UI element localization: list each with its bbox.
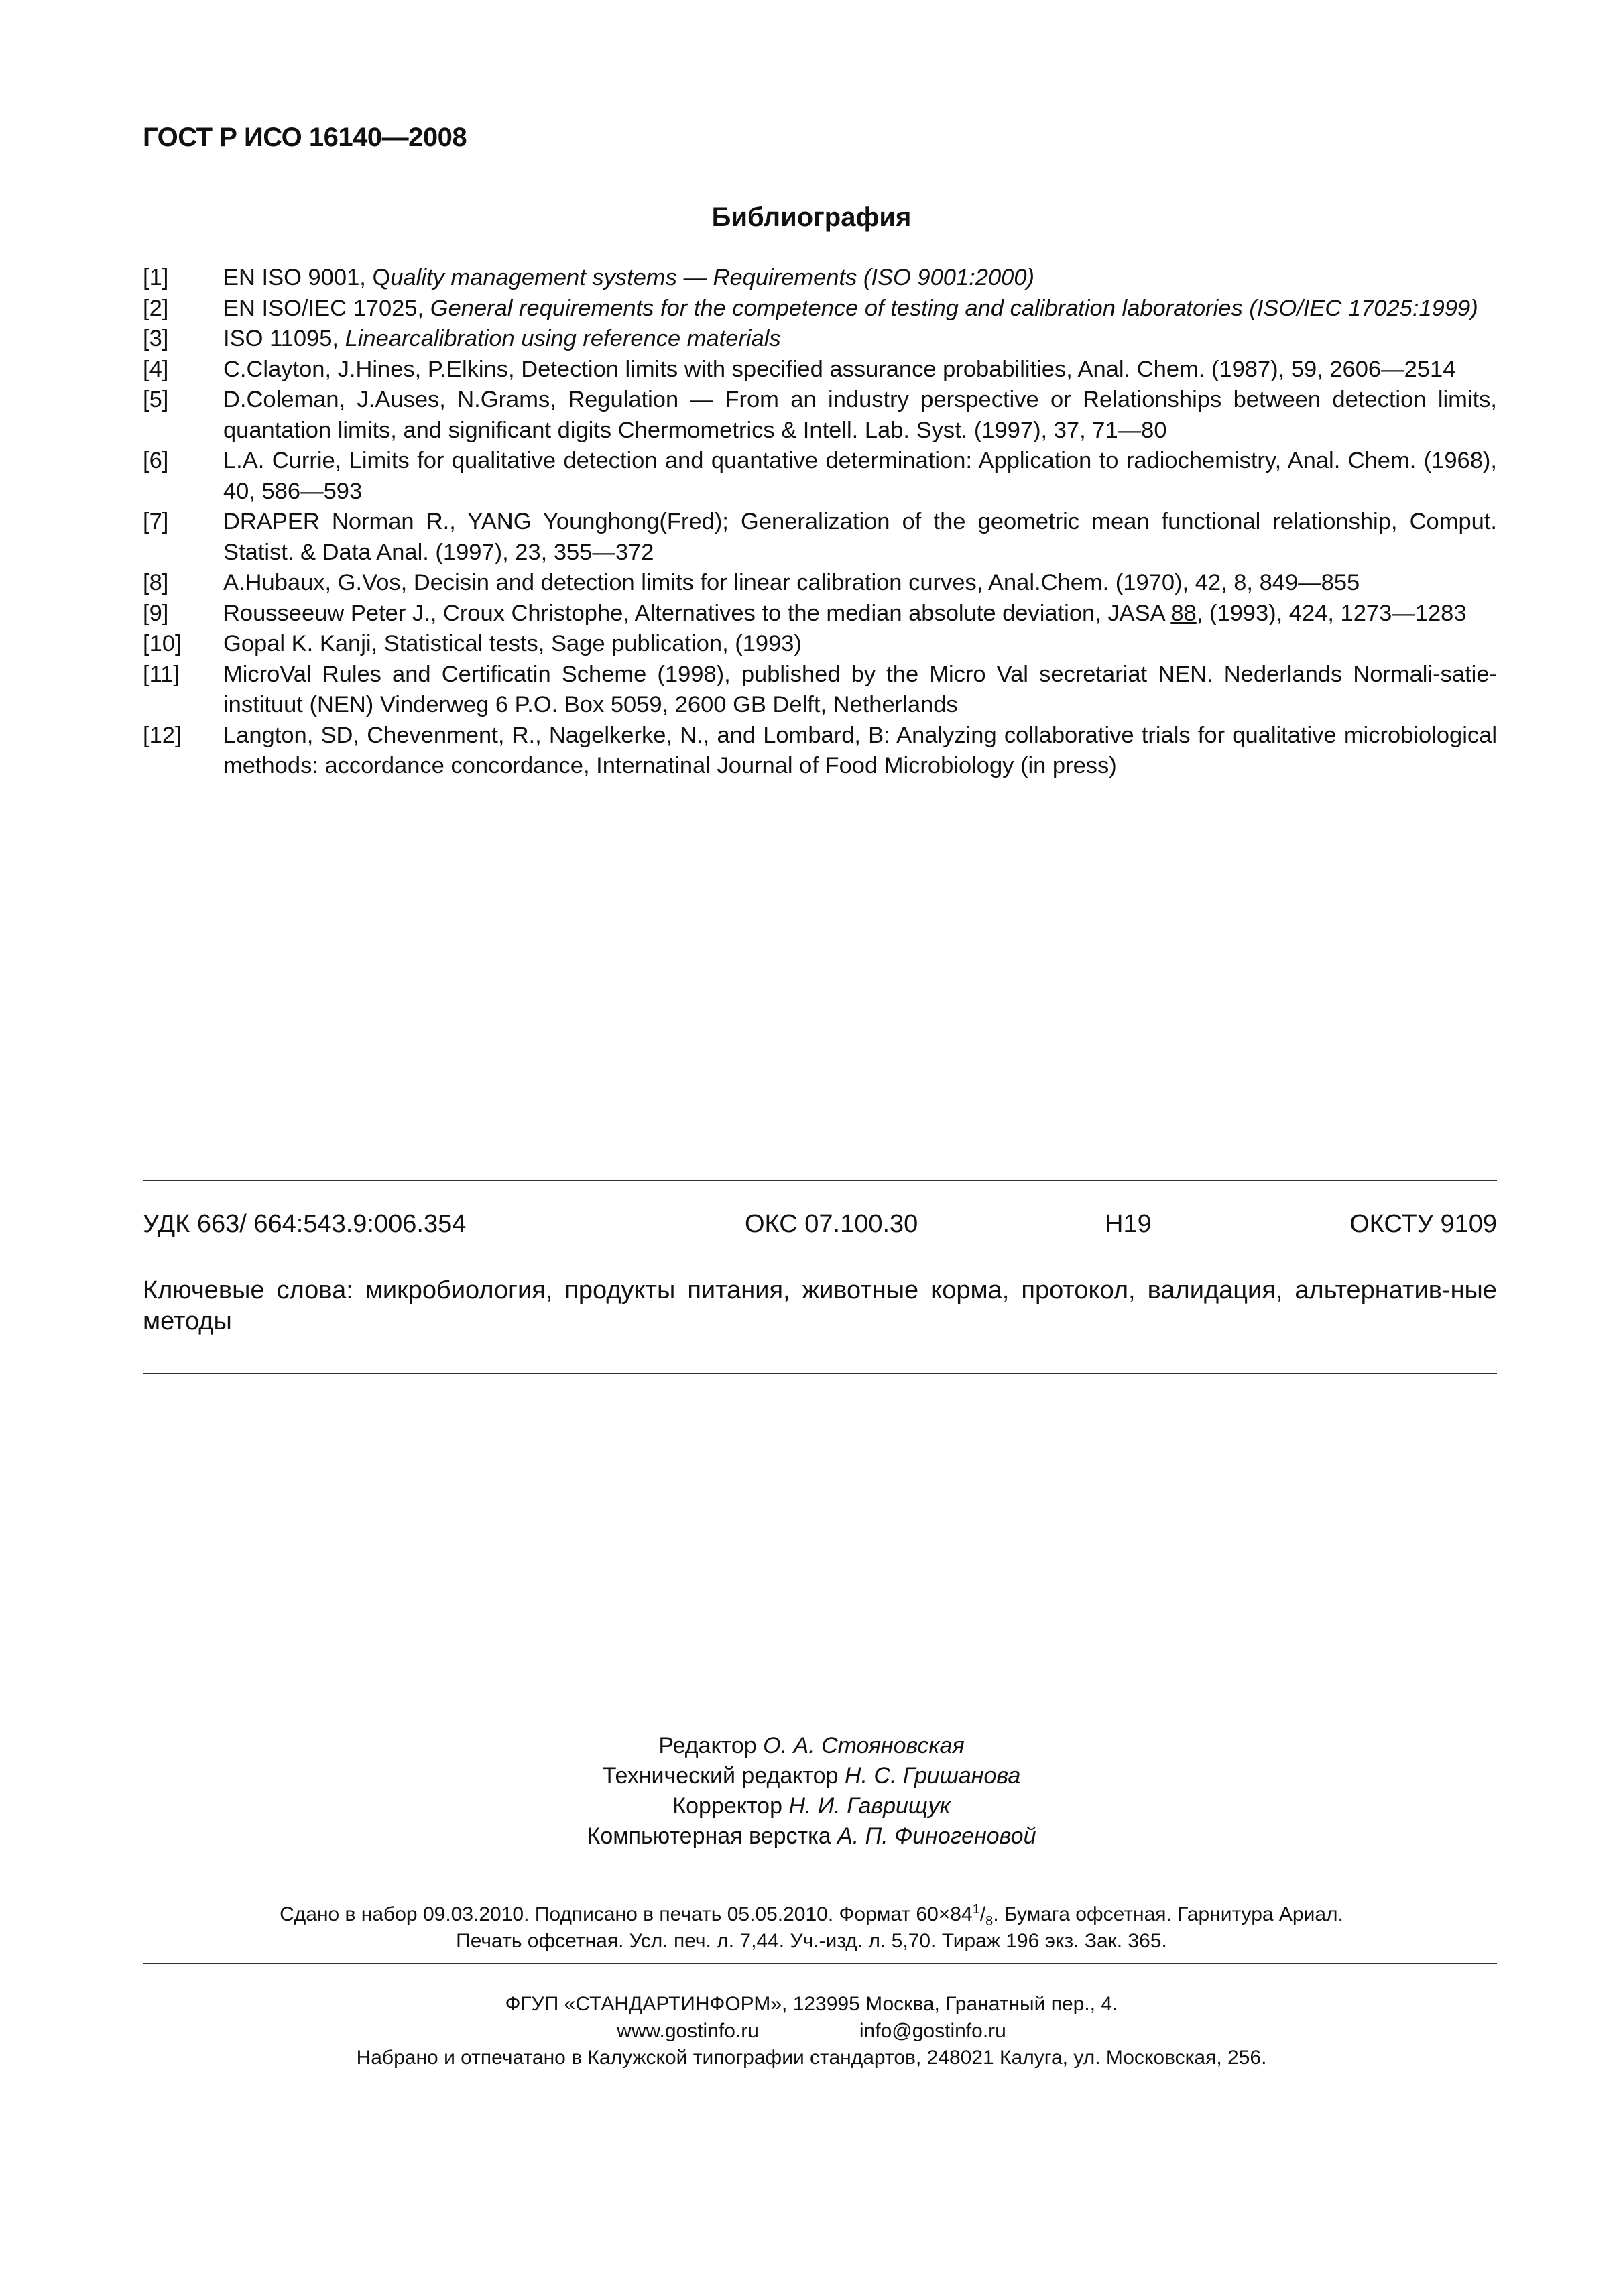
print-info [0,1901,1623,1955]
entry-plain-text: ISO 11095, [223,326,345,351]
entry-text: Gopal K. Kanji, Statistical tests, Sage publication, (1993) [223,631,802,656]
bibliography-entry [143,294,1497,324]
divider-top [143,1180,1497,1181]
bibliography-entry [143,568,1497,599]
staff-role: Редактор [658,1733,764,1758]
bibliography-entry [143,385,1497,446]
bibliography-entry [143,629,1497,660]
print-info-line [0,1901,1623,1928]
print-format-text: Сдано в набор 09.03.2010. Подписано в печать 05.05.2010. Формат 60×84 [280,1903,973,1925]
entry-text [223,599,1497,629]
entry-text [223,324,1497,355]
entry-italic-title: General requirements for the competence of testing and calibration laboratories (ISO/IEC 17025:1999) [430,295,1478,321]
staff-line [0,1821,1623,1852]
entry-number: [1] [143,265,169,290]
bibliography-list [143,263,1497,782]
entry-number: [8] [143,570,169,595]
udk-code: УДК 663/ 664:543.9:006.354 [143,1210,467,1238]
entry-italic-title: Linearcalibration using reference materials [345,326,781,351]
entry-number: [7] [143,509,169,534]
publisher-website-link[interactable]: www.gostinfo.ru [617,2020,759,2042]
staff-line [0,1731,1623,1761]
entry-number: [3] [143,326,169,351]
document-code-header: ГОСТ Р ИСО 16140—2008 [143,123,467,152]
entry-text: MicroVal Rules and Certificatin Scheme (1998), published by the Micro Val secretariat NEN. Nederlands Normali-satie-instituut (NEN) Vinderweg 6 P.O. Box 5059, 2600 GB Delft, Netherlands [223,661,1497,717]
format-denominator: 8 [985,1914,994,1929]
divider-middle [143,1373,1497,1374]
group-code: Н19 [1105,1210,1152,1238]
entry-number: [4] [143,356,169,382]
print-paper-text: . Бумага офсетная. Гарнитура Ариал. [993,1903,1343,1925]
entry-plain-text: Rousseeuw Peter J., Croux Christophe, Alternatives to the median absolute deviation, JASA [223,600,1171,626]
entry-text: C.Clayton, J.Hines, P.Elkins, Detection limits with specified assurance probabilities, Anal. Chem. (1987), 59, 2606—2514 [223,356,1456,382]
format-numerator: 1 [972,1902,980,1917]
staff-role: Компьютерная верстка [587,1823,838,1849]
staff-name: О. А. Стояновская [763,1733,965,1758]
entry-text: L.A. Currie, Limits for qualitative detection and quantative determination: Application to radiochemistry, Anal. Chem. (1968), 40, 586—593 [223,448,1497,504]
bibliography-entry [143,355,1497,385]
print-info-line: Печать офсетная. Усл. печ. л. 7,44. Уч.-изд. л. 5,70. Тираж 196 экз. Зак. 365. [456,1930,1167,1952]
bibliography-entry [143,446,1497,507]
bibliography-entry [143,660,1497,721]
entry-number: [12] [143,722,182,748]
entry-number: [6] [143,448,169,473]
entry-number: [11] [143,661,180,687]
entry-number: [2] [143,295,169,321]
staff-line [0,1761,1623,1791]
staff-line [0,1791,1623,1821]
entry-text: D.Coleman, J.Auses, N.Grams, Regulation — From an industry perspective or Relationships between detection limits, quantation limits, and significant digits Chermometrics & Intell. Lab. Syst. (1997), 37, 71—80 [223,387,1497,443]
oks-code: ОКС 07.100.30 [745,1210,918,1238]
entry-text: Langton, SD, Chevenment, R., Nagelkerke, N., and Lombard, B: Analyzing collaborative trials for qualitative microbiological methods: accordance concordance, Internatinal Journal of Food Microbiology (in press) [223,722,1497,778]
format-slash: / [979,1903,986,1925]
bibliography-title: Библиография [711,202,912,232]
staff-name: Н. С. Гришанова [844,1763,1021,1789]
entry-underlined-volume: 88 [1170,600,1197,626]
staff-role: Корректор [672,1793,789,1819]
entry-number: [10] [143,631,182,656]
bibliography-entry [143,507,1497,568]
editorial-staff [0,1731,1623,1852]
entry-text [223,294,1497,324]
classification-row [143,1210,1497,1244]
entry-number: [9] [143,600,169,626]
staff-name: Н. И. Гаврищук [788,1793,951,1819]
publisher-contacts [0,2018,1623,2045]
staff-role: Технический редактор [602,1763,845,1789]
okstu-code: ОКСТУ 9109 [1349,1210,1497,1238]
staff-name: А. П. Финогеновой [837,1823,1036,1849]
entry-plain-text: EN ISO 9001, Q [223,265,391,290]
bibliography-entry [143,599,1497,629]
entry-number: [5] [143,387,169,412]
entry-text [223,263,1497,294]
divider-bottom [143,1963,1497,1964]
bibliography-entry [143,324,1497,355]
entry-text: DRAPER Norman R., YANG Younghong(Fred); Generalization of the geometric mean functional relationship, Comput. Statist. & Data Anal. (1997), 23, 355—372 [223,509,1497,565]
keywords: Ключевые слова: микробиология, продукты питания, животные корма, протокол, валидация, альтернатив-ные методы [143,1276,1497,1335]
bibliography-entry [143,721,1497,782]
entry-italic-title: uality management systems — Requirements (ISO 9001:2000) [390,265,1034,290]
printing-house: Набрано и отпечатано в Калужской типографии стандартов, 248021 Калуга, ул. Московская, 256. [356,2047,1267,2069]
publisher-email-link[interactable]: info@gostinfo.ru [859,2020,1006,2042]
bibliography-entry [143,263,1497,294]
entry-tail-text: , (1993), 424, 1273—1283 [1196,600,1467,626]
entry-plain-text: EN ISO/IEC 17025, [223,295,430,321]
publisher-info [0,1991,1623,2071]
publisher-address: ФГУП «СТАНДАРТИНФОРМ», 123995 Москва, Гранатный пер., 4. [505,1993,1118,2015]
entry-text: A.Hubaux, G.Vos, Decisin and detection limits for linear calibration curves, Anal.Chem. (1970), 42, 8, 849—855 [223,570,1360,595]
